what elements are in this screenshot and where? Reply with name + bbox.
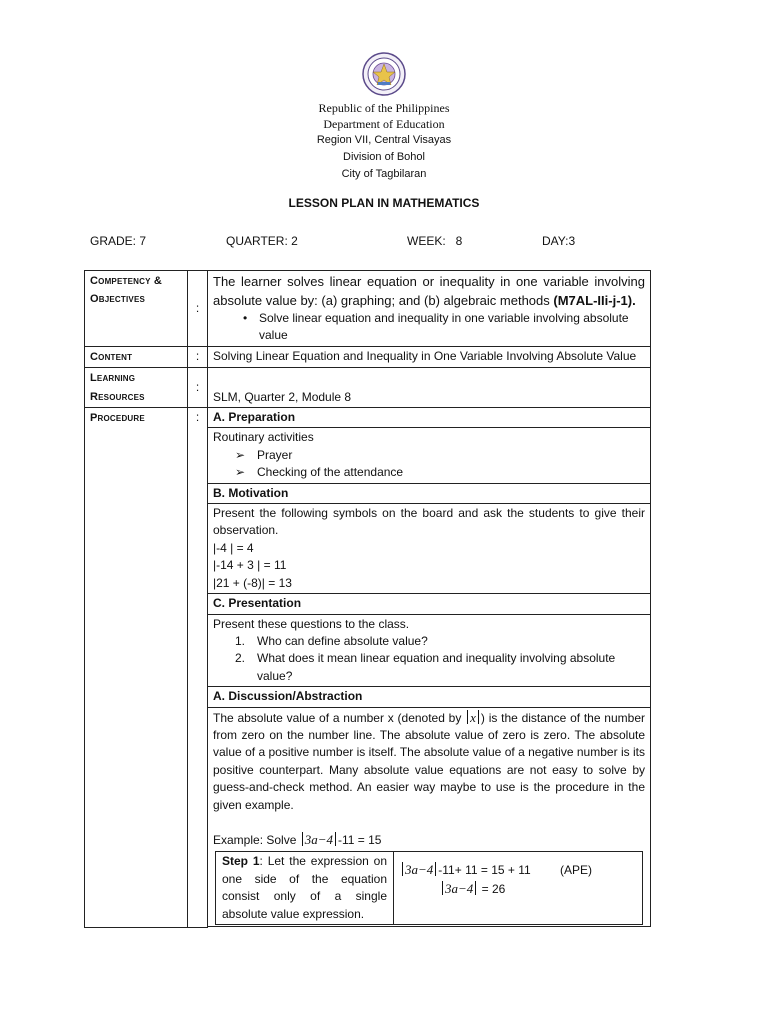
lesson-plan-table [84,270,651,928]
competency-row [85,271,651,347]
competency-colon: : [188,271,208,347]
competency-code: (M7AL-IIi-j-1). [553,293,636,308]
step-1-equation-2: 3a−4 = 26 [400,880,636,898]
competency-label: Competency & Objectives [85,271,188,347]
procedure-row [85,408,651,428]
preparation-item: ➢ Checking of the attendance [213,464,645,481]
presentation-heading: C. Presentation [208,594,651,614]
presentation-item: 1. Who can define absolute value? [235,633,428,648]
deped-seal-icon [362,52,406,96]
header-line-3: Region VII, Central Visayas [316,134,452,146]
quarter-label: QUARTER: 2 [226,234,298,248]
procedure-colon: : [188,408,208,927]
competency-cell [208,271,651,347]
arrow-bullet-icon: ➢ [235,465,246,480]
content-row [85,346,651,367]
bullet-dot-icon: • [243,311,248,325]
motivation-item: |-14 + 3 | = 11 [213,558,287,573]
step-1-row [216,852,643,925]
presentation-body [208,614,651,687]
header-line-4: Division of Bohol [343,151,425,163]
document-header [0,52,768,183]
preparation-item: ➢ Prayer [213,447,645,464]
preparation-intro: Routinary activities [213,430,314,445]
motivation-item: |21 + (-8)| = 13 [213,575,292,590]
resources-row [85,368,651,408]
motivation-body [208,504,651,594]
procedure-label: Procedure [85,408,188,927]
competency-bullet: • Solve linear equation and inequality in one variable involving absolute value [243,311,629,343]
step-1-equation-1: 3a−4 -11+ 11 = 15 + 11 (APE) [400,861,636,879]
step-1-description: Step 1: Let the expression on one side of the equation consist only of a single absolute value expression. [216,852,394,925]
preparation-heading: A. Preparation [208,408,651,428]
page-title: LESSON PLAN IN MATHEMATICS [288,196,480,210]
motivation-heading: B. Motivation [208,483,651,503]
example-line: Example: Solve 3a−4 -11 = 15 [213,831,382,847]
discussion-text: The absolute value of a number x (denoted by x ) is the distance of the number from zero on the number line. The absolute value of zero is zero. The absolute value of a positive number is itself. The absolute value of a negative number is its positive counterpart. Many absolute value equations are not easy to solve by guess-and-check method. An easier way maybe to use is the procedure in the given example. [213,709,645,812]
step-1-work [394,852,643,925]
resources-text: SLM, Quarter 2, Module 8 [208,368,651,408]
grade-label: GRADE: 7 [90,234,147,248]
discussion-heading: A. Discussion/Abstraction [208,687,651,707]
header-line-2: Department of Education [323,117,445,131]
motivation-item: |-4 | = 4 [213,540,254,555]
discussion-body [208,707,651,926]
arrow-bullet-icon: ➢ [235,447,246,462]
content-text: Solving Linear Equation and Inequality in One Variable Involving Absolute Value [208,346,651,367]
resources-colon: : [188,368,208,408]
content-label: Content [85,346,188,367]
day-label: DAY:3 [542,234,576,248]
presentation-item: 2. What does it mean linear equation and inequality involving absolute value? [235,651,616,683]
header-line-1: Republic of the Philippines [318,101,450,115]
content-colon: : [188,346,208,367]
resources-label: Learning Resources [85,368,188,408]
competency-text: The learner solves linear equation or inequality in one variable involving absolute value by: (a) graphing; and (b) algebraic methods [213,274,645,308]
preparation-body [208,428,651,483]
step-table [215,851,643,925]
header-line-5: City of Tagbilaran [341,168,427,180]
week-label: WEEK: 8 [407,234,463,248]
presentation-intro: Present these questions to the class. [213,616,410,631]
motivation-intro: Present the following symbols on the board and ask the students to give their observation. [213,506,645,538]
